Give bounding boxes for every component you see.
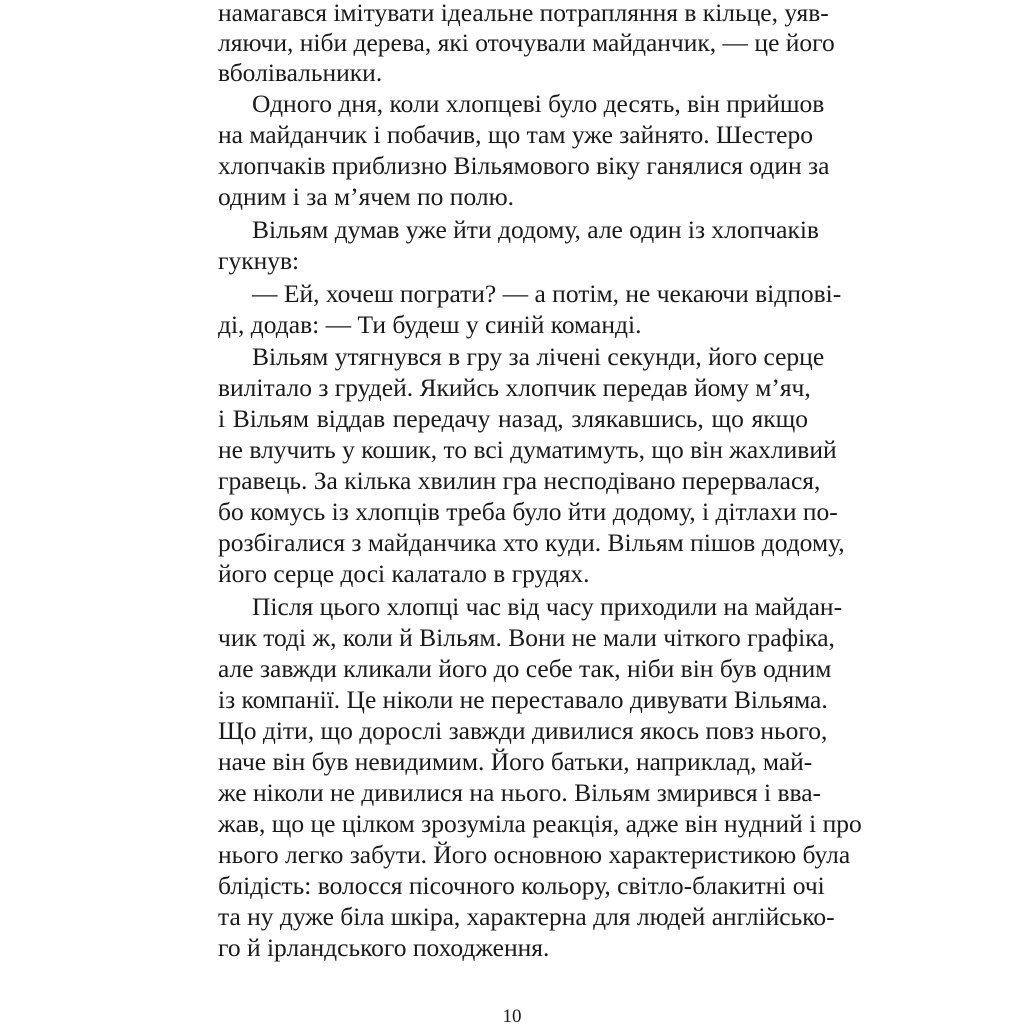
text-line: чик тоді ж, коли й Вільям. Вони не мали чіткого графіка, xyxy=(218,623,835,652)
text-line: жав, що це цілком зрозуміла реакція, адже він нудний і про xyxy=(218,809,862,838)
text-line: але завжди кликали його до себе так, ніби він був одним xyxy=(218,654,832,683)
text-line: блідість: волосся пісочного кольору, світло-блакитні очі xyxy=(218,871,825,900)
text-line: хлопчаків приблизно Вільямового віку ганялися один за xyxy=(218,151,830,180)
text-line: Що діти, що дорослі завжди дивилися якось повз нього, xyxy=(218,716,828,745)
text-line: ляючи, ніби дерева, які оточували майданчик, — це його xyxy=(218,28,835,57)
text-line: бо комусь із хлопців треба було йти додому, і дітлахи по- xyxy=(218,497,838,526)
paragraph-first-line: Вільям утягнувся в гру за лічені секунди, його серце xyxy=(252,342,825,371)
text-line: із компанії. Це ніколи не переставало дивувати Вільяма. xyxy=(218,685,828,714)
dialogue-first-line: — Ей, хочеш пограти? — а потім, не чекаючи відпові- xyxy=(252,279,842,308)
text-line: гукнув: xyxy=(218,246,300,275)
paragraph-first-line: Одного дня, коли хлопцеві було десять, він прийшов xyxy=(252,89,825,118)
text-line: одним і за м’ячем по полю. xyxy=(218,182,515,211)
paragraph-first-line: Після цього хлопці час від часу приходили на майдан- xyxy=(252,592,843,621)
text-line: та ну дуже біла шкіра, характерна для людей англійсько- xyxy=(218,902,835,931)
text-line: і Вільям віддав передачу назад, злякавшись, що якщо xyxy=(218,404,808,433)
text-line: вболівальники. xyxy=(218,58,383,87)
text-line: на майданчик і побачив, що там уже зайнято. Шестеро xyxy=(218,120,813,149)
text-line: гравець. За кілька хвилин гра несподівано перервалася, xyxy=(218,466,821,495)
text-line: не влучить у кошик, то всі думатимуть, що він жахливий xyxy=(218,435,837,464)
text-line: розбігалися з майданчика хто куди. Вільям пішов додому, xyxy=(218,528,845,557)
page-number: 10 xyxy=(502,1006,522,1027)
text-line: намагався імітувати ідеальне потрапляння в кільце, уяв- xyxy=(218,0,829,27)
text-line: його серце досі калатало в грудях. xyxy=(218,559,590,588)
text-line: го й ірландського походження. xyxy=(218,933,550,962)
text-line: ді, додав: — Ти будеш у синій команді. xyxy=(218,310,642,339)
text-line: наче він був невидимим. Його батьки, наприклад, май- xyxy=(218,747,813,776)
text-line: нього легко забути. Його основною характеристикою була xyxy=(218,840,851,869)
text-line: же ніколи не дивилися на нього. Вільям змирився і вва- xyxy=(218,778,821,807)
paragraph-first-line: Вільям думав уже йти додому, але один із хлопчаків xyxy=(252,215,819,244)
text-line: вилітало з грудей. Якийсь хлопчик передав йому м’яч, xyxy=(218,373,811,402)
